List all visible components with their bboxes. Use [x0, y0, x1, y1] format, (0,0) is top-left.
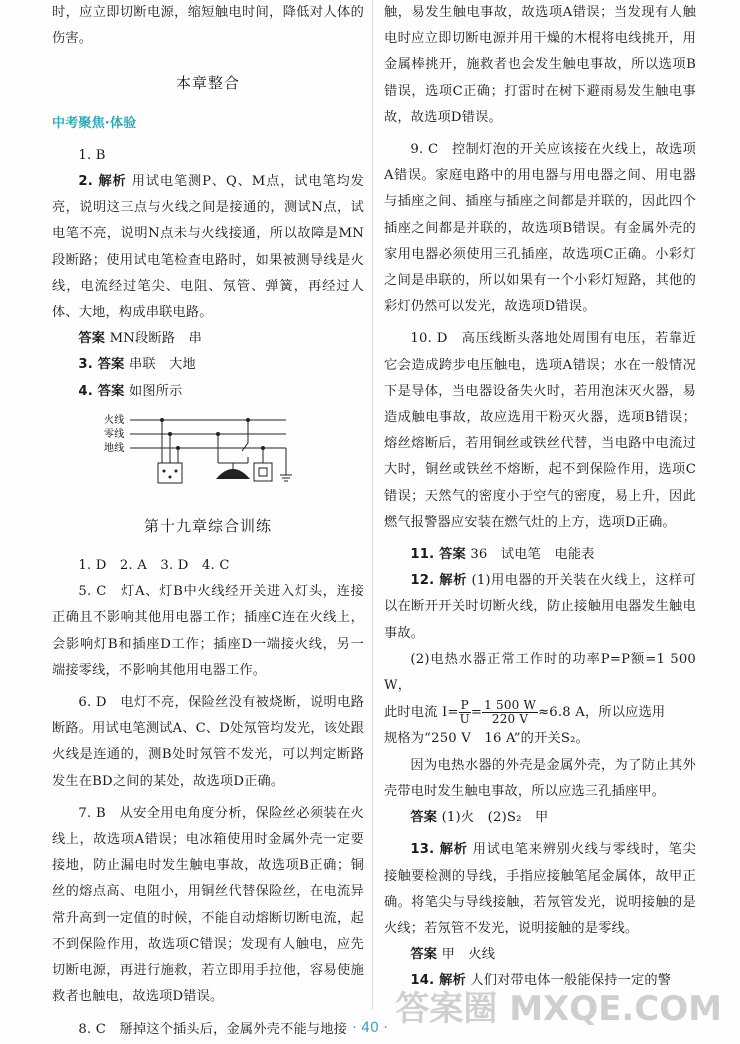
switch-icon: [254, 463, 272, 481]
left-column: [52, 0, 364, 1043]
q12-label: 12. 解析: [410, 573, 467, 589]
answer-q1: 1. B: [78, 147, 106, 163]
answer-q2: [52, 169, 364, 326]
page-number: · 40 ·: [352, 1020, 388, 1036]
answer-q13: 13. 解析 用试电笔来辨别火线与零线时，笔尖接触要检测的导线，手指应接触笔尾金属体，故甲正确。将笔尖与导线接触，若氖管发光，说明接触的是火线；若氖管不发光，说明接触的是零线。: [384, 842, 696, 936]
q8-continued: 触，易发生触电事故，故选项A错误；当发现有人触电时应立即切断电源并用干燥的木棍将电线挑开，用金属棒挑开，施救者也会发生触电事故，所以选项B错误，选项C正确；打雷时在树下避雨易发生触电事故，故选项D错误。: [384, 5, 696, 125]
ground-wire-label: 地线: [104, 442, 125, 454]
fraction-p-over-u: $\frac{P}{U}$: [459, 698, 470, 727]
answers-q1-q4: 1. D 2. A 3. D 4. C: [78, 558, 230, 574]
answer-q10: 10. D 高压线断头落地处周围有电压，若靠近它会造成跨步电压触电，选项A错误；水在一般情况下是导体，当电器设备失火时，若用泡沫灭火器，易造成触电事故，故应选用干粉灭火器，选项B错误；熔丝熔断后，若用铜丝或铁丝代替，当电路中电流过大时，铜丝或铁丝不熔断，起不到保险作用，选项C错误；天然气的密度小于空气的密度，易上升，因此燃气报警器应安装在燃气灶的上方，选项D正确。: [384, 331, 696, 530]
answer-q5: 5. C 灯A、灯B中火线经开关进入灯头，连接正确且不影响其他用电器工作；插座C连在火线上，会影响灯B和插座D工作；插座D一端接火线，另一端接零线，不影响其他用电器工作。: [52, 584, 364, 678]
fraction-power-over-voltage: $\frac{1 500 W}{220 V}$: [484, 698, 537, 727]
q12-text: (1)用电器的开关装在火线上，这样可以在断开开关时切断火线，防止接触用电器发生触电事故。: [384, 573, 696, 641]
answer-q3: [52, 352, 364, 378]
answer-q12: [384, 568, 696, 647]
column-divider: [372, 0, 373, 1010]
q3-label: 3. 答案: [78, 357, 125, 373]
q11-label: 11. 答案: [410, 547, 466, 563]
lamp-icon: [216, 469, 250, 479]
section-heading: 中考聚焦·体验: [52, 115, 137, 131]
q4-answer: 如图所示: [128, 383, 183, 399]
answer-q6: 6. D 电灯不亮，保险丝没有被烧断，说明电路断路。用试电笔测试A、C、D处氖管均发光，该处跟火线是连通的，测B处时氖管不发光，可以判定断路发生在BD之间的某处，故选项D正确。: [52, 695, 364, 789]
q12-part4: 规格为“250 V 16 A”的开关S₂。: [384, 731, 589, 747]
q2-answer-label: 答案: [78, 331, 106, 347]
answer-q9: 9. C 控制灯泡的开关应该接在火线上，故选项A错误。家庭电路中的用电器与用电器之间、用电器与插座之间、插座与插座之间都是并联的，因此四个插座之间都是并联的，故选项B错误。有金属外壳的家用电器必须使用三孔插座，故选项C正确。小彩灯之间是串联的，所以如果有一个小彩灯短路，其他的彩灯仍然可以发光，故选项D错误。: [384, 142, 696, 315]
answer-q4: [52, 379, 364, 405]
answer-q8: 8. C 掰掉这个插头后，金属外壳不能与地接: [78, 1021, 348, 1037]
q12-current-formula: 此时电流 I= $\frac{P}{U}$ = $\frac{1 500 W}{220 V}$ ≈6.8 A，所以应选用: [384, 698, 666, 727]
neutral-wire-label: 零线: [104, 428, 125, 440]
socket-icon: [158, 463, 182, 483]
q2-text: 用试电笔测P、Q、M点，试电笔均发亮，说明这三点与火线之间是接通的，测试N点，试电笔不亮，说明N点未与火线接通，所以故障是MN段断路；使用试电笔检查电路时，如果被测导线是火线，电流经过笔尖、电阻、氖管、弹簧，再经过人体、大地，构成串联电路。: [52, 174, 364, 321]
chapter-title: 本章整合: [175, 74, 240, 93]
q3-answer: 串联 大地: [128, 357, 196, 373]
q12-answer: 答案 (1)火 (2)S₂ 甲: [410, 810, 549, 826]
q2-answer: MN段断路 串: [109, 331, 202, 347]
answer-q11: [384, 542, 696, 568]
chapter2-title: 第十九章综合训练: [143, 516, 272, 535]
answer-q14: 14. 解析 人们对带电体一般能保持一定的警: [410, 973, 672, 989]
answer-q2-final: [52, 326, 364, 352]
q11-answer: 36 试电笔 电能表: [470, 547, 595, 563]
circuit-svg: [104, 413, 314, 495]
answer-q7: 7. B 从安全用电角度分析，保险丝必须装在火线上，故选项A错误；电冰箱使用时金属外壳一定要接地，防止漏电时发生触电事故，故选项B正确；铜丝的熔点高、电阻小，用铜丝代替保险丝，在电流异常升高到一定值的时候，不能自动熔断切断电流，起不到保险作用，故选项C错误；发现有人触电，应先切断电源，再进行施救，若立即用手拉他，容易使施救者也触电，故选项D错误。: [52, 805, 364, 1005]
q12-part5: 因为电热水器的外壳是金属外壳，为了防止其外壳带电时发生触电事故，所以应选三孔插座甲。: [384, 757, 696, 799]
circuit-diagram: [52, 413, 364, 495]
q2-label: 2. 解析: [78, 174, 127, 190]
q4-label: 4. 答案: [78, 383, 125, 399]
q12-part2: (2)电热水器正常工作时的功率P=P额=1 500 W，: [384, 651, 696, 694]
intro-text: 时，应立即切断电源，缩短触电时间，降低对人体的伤害。: [52, 5, 364, 47]
live-wire-label: 火线: [104, 414, 125, 426]
right-column: [384, 0, 696, 995]
q13-answer: 答案 甲 火线: [410, 947, 496, 963]
watermark-logo: 答案圈 MXQE.COM: [395, 989, 722, 1029]
